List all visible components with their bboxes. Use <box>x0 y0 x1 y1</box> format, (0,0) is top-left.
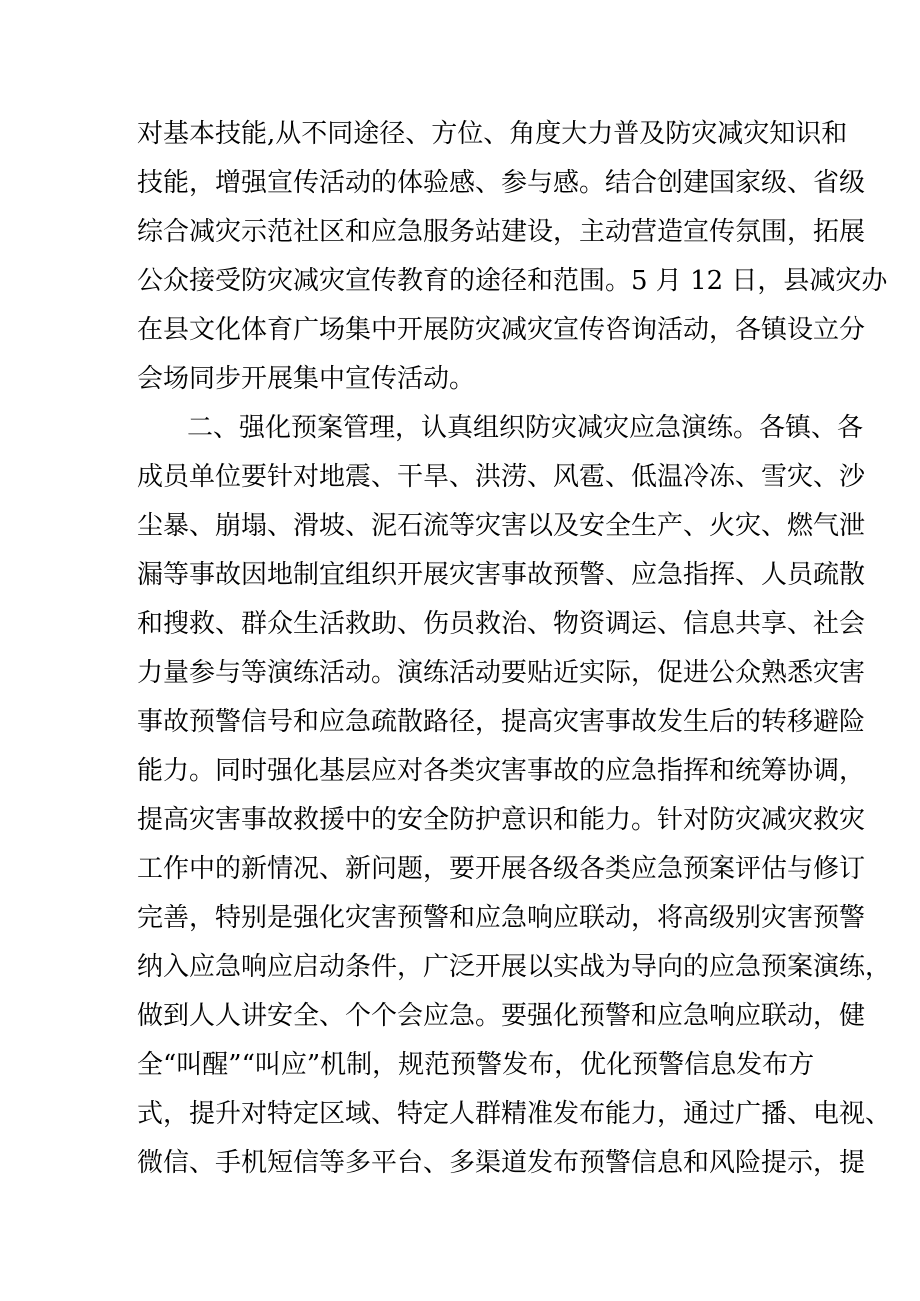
text-line: 综合减灾示范社区和应急服务站建设，主动营造宣传氛围，拓展 <box>137 217 866 247</box>
text-line: 提高灾害事故救援中的安全防护意识和能力。针对防灾减灾救灾 <box>137 805 866 835</box>
text-line: 成员单位要针对地震、干旱、洪涝、风雹、低温冷冻、雪灾、沙 <box>137 462 866 492</box>
text-line: 公众接受防灾减灾宣传教育的途径和范围。5 月 12 日，县减灾办 <box>137 266 888 296</box>
text-line: 完善，特别是强化灾害预警和应急响应联动，将高级别灾害预警 <box>137 903 866 933</box>
text-line: 和搜救、群众生活救助、伤员救治、物资调运、信息共享、社会 <box>137 609 866 639</box>
text-line: 式，提升对特定区域、特定人群精准发布能力，通过广播、电视、 <box>137 1099 892 1129</box>
text-line: 力量参与等演练活动。演练活动要贴近实际，促进公众熟悉灾害 <box>137 658 866 688</box>
text-line: 事故预警信号和应急疏散路径，提高灾害事故发生后的转移避险 <box>137 707 866 737</box>
text-line: 纳入应急响应启动条件，广泛开展以实战为导向的应急预案演练， <box>137 952 892 982</box>
text-line: 能力。同时强化基层应对各类灾害事故的应急指挥和统筹协调， <box>137 756 866 786</box>
text-line: 在县文化体育广场集中开展防灾减灾宣传咨询活动，各镇设立分 <box>137 315 866 345</box>
text-line: 会场同步开展集中宣传活动。 <box>137 364 476 394</box>
text-line: 全“叫醒”“叫应”机制，规范预警发布，优化预警信息发布方 <box>137 1050 815 1080</box>
text-line: 做到人人讲安全、个个会应急。要强化预警和应急响应联动，健 <box>137 1001 866 1031</box>
text-line: 技能，增强宣传活动的体验感、参与感。结合创建国家级、省级 <box>137 168 866 198</box>
text-line: 漏等事故因地制宜组织开展灾害事故预警、应急指挥、人员疏散 <box>137 560 866 590</box>
text-line: 工作中的新情况、新问题，要开展各级各类应急预案评估与修订 <box>137 854 866 884</box>
text-line: 微信、手机短信等多平台、多渠道发布预警信息和风险提示，提 <box>137 1148 866 1178</box>
section-heading-line: 二、强化预案管理，认真组织防灾减灾应急演练。各镇、各 <box>187 413 864 443</box>
text-line: 尘暴、崩塌、滑坡、泥石流等灾害以及安全生产、火灾、燃气泄 <box>137 511 866 541</box>
text-line: 对基本技能,从不同途径、方位、角度大力普及防灾减灾知识和 <box>137 119 848 149</box>
